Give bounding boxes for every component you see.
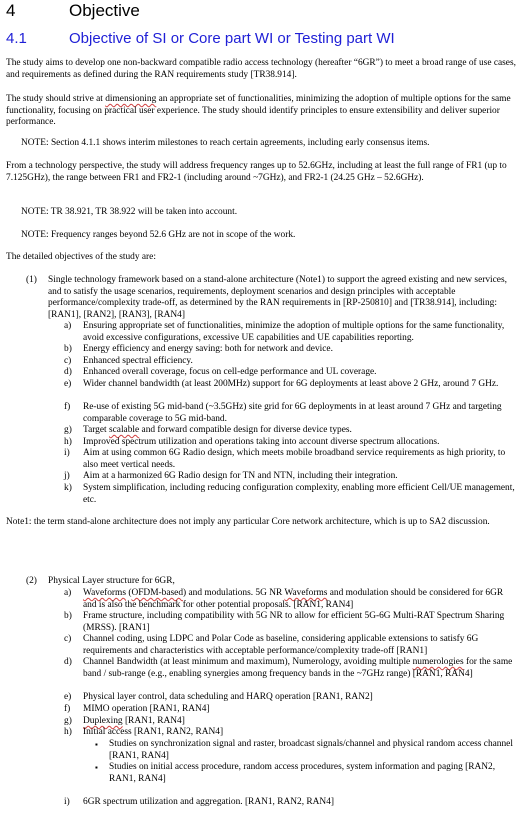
- list-marker: h): [64, 437, 72, 447]
- list-item: [64, 321, 518, 344]
- objective-2-text: Physical Layer structure for 6GR,: [48, 576, 175, 586]
- objective-2: [26, 576, 518, 588]
- list-item-text: Energy efficiency and energy saving: both for network and device.: [83, 344, 333, 354]
- spellcheck-word: OFDM-based: [131, 588, 184, 598]
- list-item-text: 6GR spectrum utilization and aggregation. [RAN1, RAN2, RAN4]: [83, 797, 335, 807]
- list-item-text: [83, 588, 518, 611]
- note-tr-references: NOTE: TR 38.921, TR 38.922 will be taken into account.: [21, 207, 238, 217]
- section-title: Objective: [69, 1, 140, 20]
- list-item: [64, 588, 518, 611]
- spellcheck-word: Waveforms: [284, 588, 328, 598]
- subsection-heading: [6, 30, 395, 47]
- note-milestones: NOTE: Section 4.1.1 shows interim milestones to reach certain agreements, including early consensus items.: [21, 138, 430, 148]
- list-marker: (2): [26, 576, 37, 586]
- spellcheck-word: Waveforms: [83, 588, 126, 598]
- list-item: [64, 727, 518, 739]
- text-run: Channel Bandwidth (at least minimum and maximum), Numerology, avoiding multiple: [83, 657, 413, 667]
- list-item-text: Improved spectrum utilization and operations taking into account diverse spectrum allocations.: [83, 437, 440, 447]
- list-marker: d): [64, 657, 72, 667]
- list-marker: b): [64, 344, 72, 354]
- text-run: [RAN1, RAN4]: [122, 716, 185, 726]
- list-marker: e): [64, 692, 72, 702]
- list-item: [64, 483, 518, 506]
- list-marker: d): [64, 367, 72, 377]
- list-item: [64, 611, 518, 634]
- list-item-text: Physical layer control, data scheduling and HARQ operation [RAN1, RAN2]: [83, 692, 373, 702]
- list-marker: k): [64, 483, 72, 493]
- section-heading: [6, 1, 140, 21]
- list-marker: f): [64, 402, 71, 412]
- intro-paragraph-1: The study aims to develop one non-backward compatible radio access technology (hereafter “6GR”) to meet a broad range of use cases, and requirements as defined during the RAN requirements study [TR38.914].: [6, 58, 516, 80]
- list-item-text: Frame structure, including compatibility with 5G NR to allow for efficient 5G-6G Multi-RAT Spectrum Sharing (MRSS). [RAN1]: [83, 611, 505, 633]
- list-item-text: [83, 657, 518, 680]
- note1-standalone: Note1: the term stand-alone architecture does not imply any particular Core network architecture, which is up to SA2 discussion.: [6, 517, 490, 527]
- list-item: [64, 367, 518, 379]
- note-frequency-scope: NOTE: Frequency ranges beyond 52.6 GHz are not in scope of the work.: [21, 230, 296, 240]
- list-marker: h): [64, 727, 72, 737]
- list-marker: e): [64, 379, 72, 389]
- list-item-text: Enhanced spectral efficiency.: [83, 356, 193, 366]
- text-run: and modulation should be considered for 6GR and is also the benchmark for other potential proposals. [RAN1, RAN4]: [83, 588, 504, 610]
- intro-paragraph-2: [6, 94, 518, 129]
- spellcheck-word: Duplexing: [83, 716, 123, 726]
- list-item-text: [83, 716, 518, 728]
- list-item: [64, 402, 518, 425]
- sub-bullet: [95, 739, 518, 762]
- objectives-intro: The detailed objectives of the study are:: [6, 252, 156, 262]
- list-item: [64, 692, 518, 704]
- list-item: [64, 704, 518, 716]
- list-marker: a): [64, 588, 72, 598]
- list-item-text: [83, 425, 518, 437]
- subsection-number: 4.1: [6, 30, 27, 47]
- sub-bullet-text: Studies on initial access procedure, random access procedures, system information and paging [RAN2, RAN1, RAN4]: [109, 762, 496, 784]
- list-item-text: Wider channel bandwidth (at least 200MHz) support for 6G deployments at least above 2 GHz, around 7 GHz.: [83, 379, 499, 389]
- list-item: [64, 716, 518, 728]
- list-marker: i): [64, 797, 70, 807]
- list-item: [64, 471, 518, 483]
- list-item-text: System simplification, including reducing configuration complexity, enabling more efficient Cell/UE management, etc.: [83, 483, 515, 505]
- list-item-text: Initial access [RAN1, RAN2, RAN4]: [83, 727, 224, 737]
- list-item: [64, 634, 518, 657]
- sub-bullet-text: Studies on synchronization signal and raster, broadcast signals/channel and physical random access channel [RAN1, RAN4]: [109, 739, 513, 761]
- spellcheck-word: numerologies: [412, 657, 464, 667]
- list-marker: c): [64, 356, 72, 366]
- text-run: The study should strive at: [6, 94, 106, 104]
- list-marker: f): [64, 704, 71, 714]
- bullet-icon: ▪: [95, 740, 98, 749]
- list-item-text: MIMO operation [RAN1, RAN4]: [83, 704, 210, 714]
- list-item: [64, 437, 518, 449]
- list-item-text: Aim at a harmonized 6G Radio design for TN and NTN, including their integration.: [83, 471, 398, 481]
- list-marker: g): [64, 716, 72, 726]
- bullet-icon: ▪: [95, 763, 98, 772]
- spellcheck-word: scalable: [108, 425, 140, 435]
- list-marker: a): [64, 321, 72, 331]
- objective-1-text: Single technology framework based on a stand-alone architecture (Note1) to support the agreed existing and new services, and to satisfy the usage scenarios, requirements, deployment scenarios and design principles with acceptable performance/complexity trade-off, as determined by the RAN requirements in [RP-250810] and [TR38.914], including: [RAN1], [RAN2], [RAN3], [RAN4]: [48, 275, 507, 320]
- list-item-text: Enhanced overall coverage, focus on cell-edge performance and UL coverage.: [83, 367, 377, 377]
- list-item: [64, 344, 518, 356]
- list-marker: c): [64, 634, 72, 644]
- sub-bullet: [95, 762, 518, 785]
- text-run: (: [125, 588, 132, 598]
- list-item-text: Channel coding, using LDPC and Polar Code as baseline, considering applicable extensions to satisfy 6G requirements and characteristics with acceptable performance/complexity trade-off [RAN1]: [83, 634, 479, 656]
- spellcheck-word: dimensioning: [105, 94, 157, 104]
- list-marker: b): [64, 611, 72, 621]
- list-marker: i): [64, 448, 70, 458]
- objective-1: [26, 275, 518, 321]
- list-marker: g): [64, 425, 72, 435]
- list-item: [64, 797, 518, 809]
- text-run: an appropriate set of functionalities, minimizing the adoption of multiple options for the same functionality, focusing on practical user experience. The study should identify principles to ensure extensibility and deliver superior performance.: [6, 94, 511, 128]
- list-item: [64, 379, 518, 391]
- list-marker: (1): [26, 275, 37, 285]
- list-item-text: Ensuring appropriate set of functionalities, minimize the adoption of multiple options for the same functionality, avoid excessive configurations, excessive UE capabilities and UE capabilities reporting.: [83, 321, 505, 343]
- list-item: [64, 657, 518, 680]
- text-run: for the same band / sub-range (e.g., enabling synergies among frequency bands in the ~7GHz range) [RAN1, RAN4]: [83, 657, 513, 679]
- list-item: [64, 448, 518, 471]
- list-item: [64, 425, 518, 437]
- text-run: Target: [83, 425, 109, 435]
- list-marker: j): [64, 471, 70, 481]
- subsection-title: Objective of SI or Core part WI or Testing part WI: [69, 30, 395, 47]
- section-number: 4: [6, 1, 16, 20]
- text-run: and forward compatible design for diverse device types.: [139, 425, 352, 435]
- list-item-text: Aim at using common 6G Radio design, which meets mobile broadband service requirements as high priority, to also meet vertical needs.: [83, 448, 506, 470]
- text-run: ) and modulations. 5G NR: [183, 588, 285, 598]
- list-item: [64, 356, 518, 368]
- intro-paragraph-3: From a technology perspective, the study will address frequency ranges up to 52.6GHz, including at least the full range of FR1 (up to 7.125GHz), the range between FR1 and FR2-1 (including around ~7GHz), and FR2-1 (24.25 GHz – 52.6GHz).: [6, 161, 507, 183]
- list-item-text: Re-use of existing 5G mid-band (~3.5GHz) site grid for 6G deployments in at least around 7 GHz and targeting comparable coverage to 5G mid-band.: [83, 402, 502, 424]
